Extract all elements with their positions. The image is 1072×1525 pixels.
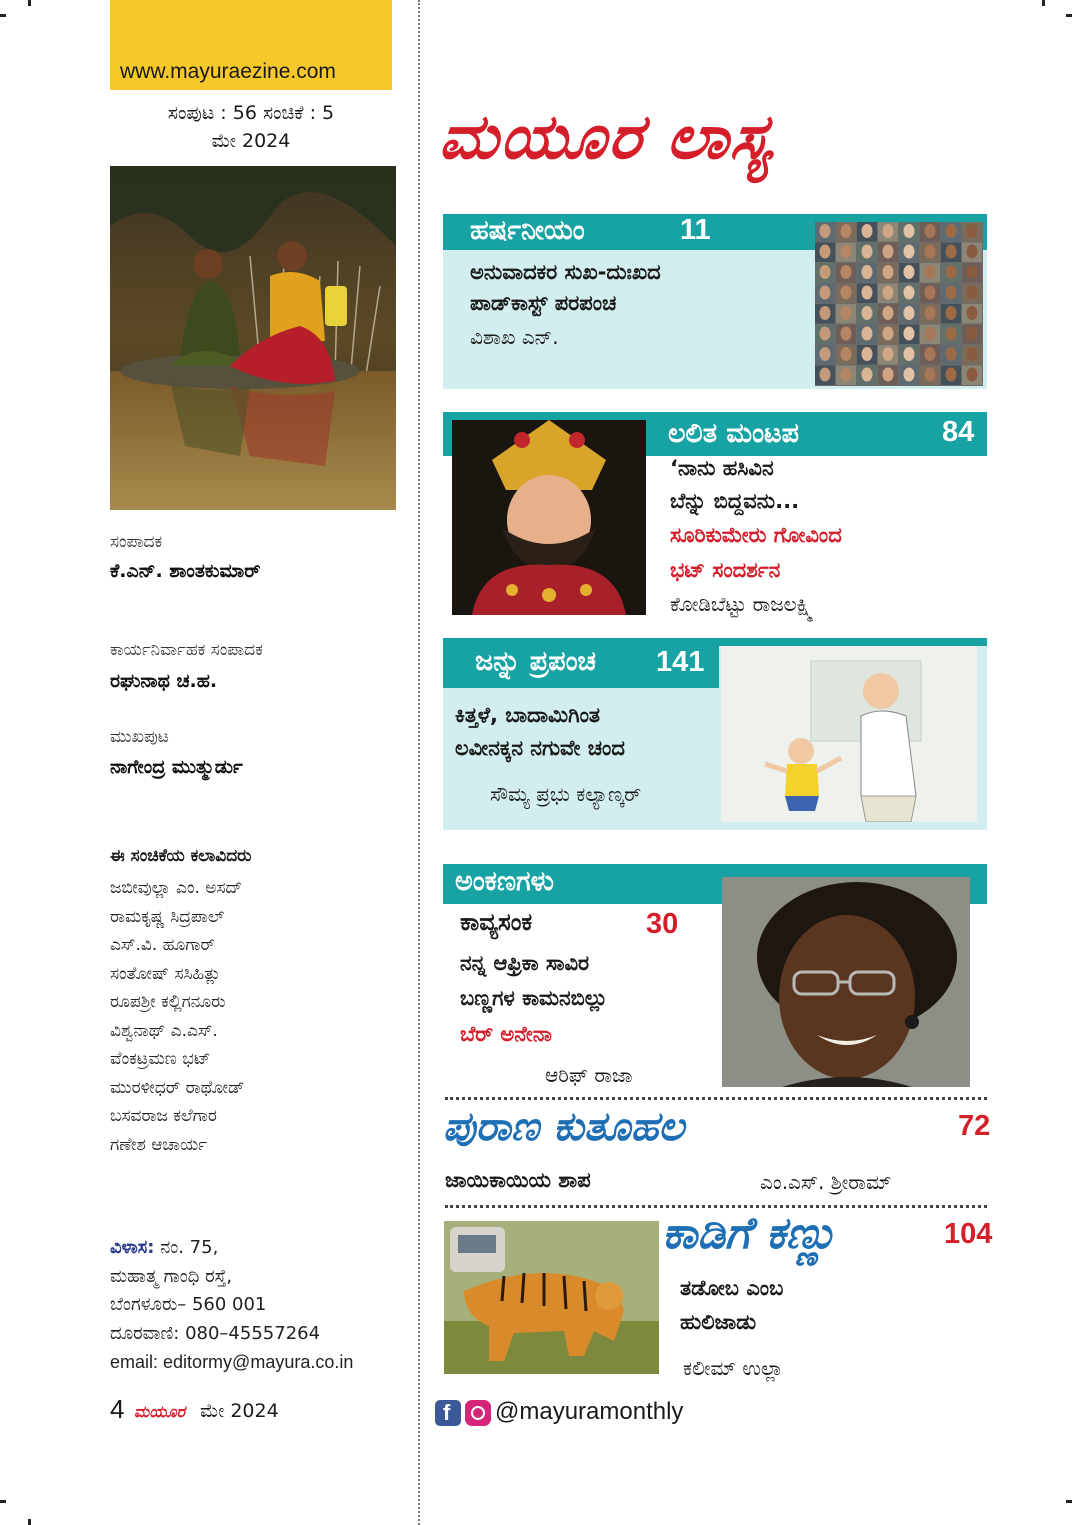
phone: ದೂರವಾಣಿ: 080–45557264 <box>110 1322 321 1344</box>
section-page: 104 <box>944 1218 993 1250</box>
article-title: ಕಿತ್ತಳೆ, ಬಾದಾಮಿಗಿಂತ <box>455 703 601 727</box>
section-page: 30 <box>646 908 679 940</box>
crop-mark <box>1066 1500 1072 1503</box>
artist-name: ವೆಂಕಟ್ರಮಣ ಭಟ್ <box>110 1049 211 1069</box>
poet-portrait-image <box>722 877 970 1087</box>
section-title: ಲಲಿತ ಮಂಟಪ <box>668 418 799 449</box>
artist-name: ಜಬೀವುಲ್ಲಾ ಎಂ. ಅಸದ್ <box>110 878 243 898</box>
tiger-image <box>444 1221 659 1374</box>
artist-name: ಸಂತೋಷ್ ಸಸಿಹಿತ್ಲು <box>110 963 221 984</box>
translators-collage-image <box>815 222 983 386</box>
crop-mark <box>1042 0 1045 6</box>
artist-name: ಎಸ್.ವಿ. ಹೂಗಾರ್ <box>110 935 215 955</box>
article-title: ನನ್ನ ಆಫ್ರಿಕಾ ಸಾವಿರ <box>460 951 590 975</box>
url-banner <box>110 0 392 90</box>
address-key: ವಿಳಾಸ: <box>110 1237 155 1258</box>
article-title: ಪಾಡ್‌ಕಾಸ್ಟ್ ಪರಪಂಚ <box>470 291 617 315</box>
article-title: ಬೆನ್ನು ಬಿದ್ದವನು... <box>670 489 800 513</box>
address-line3: ಬೆಂಗಳೂರು– 560 001 <box>110 1294 267 1315</box>
section-separator <box>445 1097 987 1100</box>
exec-editor-name: ರಘುನಾಥ ಚ.ಹ. <box>110 670 218 692</box>
column-divider <box>418 0 420 1525</box>
crop-mark <box>0 1500 6 1503</box>
address-line2: ಮಹಾತ್ಮ ಗಾಂಧಿ ರಸ್ತೆ, <box>110 1265 233 1287</box>
editor-label: ಸಂಪಾದಕ <box>110 532 163 552</box>
section-page: 84 <box>942 416 975 448</box>
article-title: ತಡೋಬ ಎಂಬ <box>680 1276 784 1300</box>
section-title: ಅಂಕಣಗಳು <box>455 866 554 897</box>
cover-credit-name: ನಾಗೇಂದ್ರ ಮುತ್ಮುರ್ಡು <box>110 756 243 778</box>
article-author: ಕೋಡಿಬೆಟ್ಟು ರಾಜಲಕ್ಷ್ಮಿ <box>670 592 814 616</box>
section-page: 72 <box>958 1110 991 1142</box>
article-subtitle: ಬೆರ್ ಅನೇನಾ <box>460 1022 552 1046</box>
crop-mark <box>1066 14 1072 17</box>
issue-volume: ಸಂಪುಟ : 56 ಸಂಚಿಕೆ : 5 <box>167 102 335 124</box>
grandfather-child-illustration <box>721 646 977 822</box>
crop-mark <box>0 14 6 17</box>
instagram-icon[interactable] <box>465 1400 491 1426</box>
artist-name: ಮುರಳೀಧರ್ ರಾಥೋಡ್ <box>110 1077 245 1098</box>
artist-name: ರೂಪಶ್ರೀ ಕಲ್ಲಿಗನೂರು <box>110 992 226 1012</box>
column-name: ಕಾವ್ಯಸಂಕ <box>460 908 533 936</box>
section-page: 141 <box>656 646 705 678</box>
artist-name: ವಿಶ್ವನಾಥ್ ಎ.ಎಸ್. <box>110 1020 218 1041</box>
issue-date: ಮೇ 2024 <box>211 130 291 152</box>
artists-list <box>110 874 244 1159</box>
address-block <box>110 1234 410 1377</box>
section-page: 11 <box>680 214 711 246</box>
article-title: ಅನುವಾದಕರ ಸುಖ-ದುಃಖದ <box>470 260 661 284</box>
article-title: ಜಾಯಿಕಾಯಿಯ ಶಾಪ <box>445 1168 591 1192</box>
editor-name: ಕೆ.ಎನ್. ಶಾಂತಕುಮಾರ್ <box>110 560 261 582</box>
exec-editor-label: ಕಾರ್ಯನಿರ್ವಾಹಕ ಸಂಪಾದಕ <box>110 640 263 660</box>
article-title: ಬಣ್ಣಗಳ ಕಾಮನಬಿಲ್ಲು <box>460 986 608 1010</box>
article-subtitle: ಭಟ್ ಸಂದರ್ಶನ <box>670 558 781 582</box>
masthead-title: ಮಯೂರ ಲಾಸ್ಯ <box>436 100 779 173</box>
email-address[interactable]: editormy@mayura.co.in <box>163 1352 354 1372</box>
email-key: email: <box>110 1352 159 1372</box>
cover-photo <box>110 166 396 510</box>
section-title: ಹರ್ಷನೀಯಂ <box>470 215 585 246</box>
section-title: ಕಾಡಿಗೆ ಕಣ್ಣು <box>662 1208 838 1259</box>
article-title: ಹುಲಿಜಾಡು <box>680 1310 757 1334</box>
artists-heading: ಈ ಸಂಚಿಕೆಯ ಕಲಾವಿದರು <box>110 846 252 866</box>
masthead <box>436 90 880 200</box>
article-author: ಎಂ.ಎಸ್. ಶ್ರೀರಾಮ್ <box>760 1170 892 1194</box>
artist-name: ರಾಮಕೃಷ್ಣ ಸಿದ್ರಪಾಲ್ <box>110 906 225 927</box>
article-title: ಲವೀನಕ್ಕನ ನಗುವೇ ಚಂದ <box>455 736 625 760</box>
crop-mark <box>28 1519 31 1525</box>
cover-credit-label: ಮುಖಪುಟ <box>110 727 169 747</box>
footer-date: ಮೇ 2024 <box>200 1400 279 1422</box>
article-author: ಆರಿಫ್ ರಾಜಾ <box>545 1063 633 1087</box>
crop-mark <box>28 0 31 6</box>
section-title: ಜನ್ನು ಪ್ರಪಂಚ <box>475 646 596 677</box>
article-author: ಕಲೀಮ್ ಉಲ್ಲಾ <box>683 1356 784 1380</box>
social-handle[interactable]: @mayuramonthly <box>495 1398 684 1425</box>
page-number: 4 <box>110 1394 125 1424</box>
footer-brand: ಮಯೂರ <box>134 1402 186 1421</box>
yakshagana-artist-image <box>452 420 646 615</box>
article-author: ವಿಶಾಖ ಎನ್. <box>470 325 559 349</box>
address-line1: ನಂ. 75, <box>160 1237 219 1258</box>
artist-name: ಗಣೇಶ ಆಚಾರ್ಯ <box>110 1134 208 1155</box>
article-title: ‘ನಾನು ಹಸಿವಿನ <box>670 456 774 480</box>
section-header-bar <box>719 638 987 646</box>
article-author: ಸೌಮ್ಯ ಪ್ರಭು ಕಲ್ಯಾಣ್ಕರ್ <box>490 782 642 806</box>
facebook-icon[interactable]: f <box>435 1400 461 1426</box>
artist-name: ಬಸವರಾಜ ಕಲೆಗಾರ <box>110 1106 217 1126</box>
website-url[interactable]: www.mayuraezine.com <box>120 60 336 83</box>
article-subtitle: ಸೂರಿಕುಮೇರು ಗೋವಿಂದ <box>670 523 842 547</box>
section-title: ಪುರಾಣ ಕುತೂಹಲ <box>443 1104 685 1150</box>
